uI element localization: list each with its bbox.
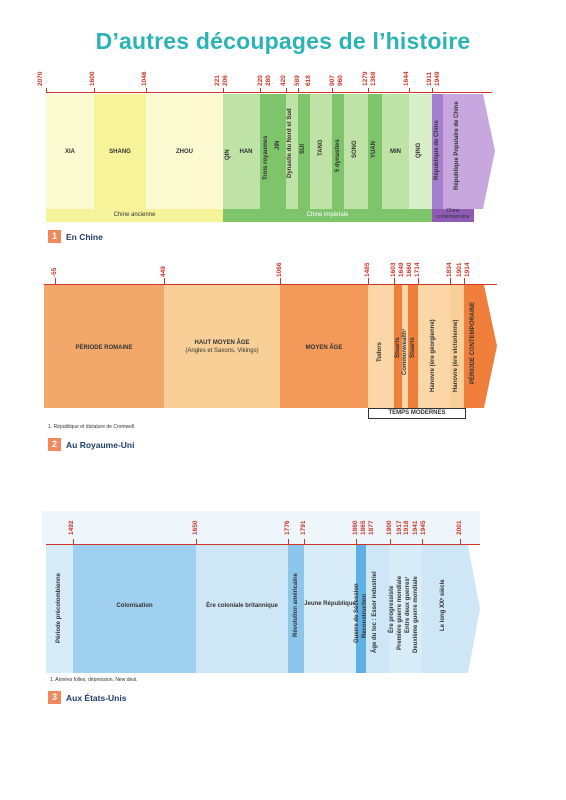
page-title: D’autres découpages de l’histoire	[95, 28, 471, 54]
uk-period-haut-sub: (Angles et Saxons, Vikings)	[185, 348, 259, 354]
usa-period-age: Âge du toc : Essor industriel	[372, 571, 378, 653]
usa-footnote: 1. Années folles, dépression, New deal.	[50, 677, 138, 683]
uk-year: 1714	[414, 262, 421, 277]
china-year: 2070	[37, 71, 44, 86]
usa-year: 1918	[403, 520, 410, 535]
usa-period-ww2: Deuxième guerre mondiale	[413, 576, 419, 653]
usa-tick	[288, 539, 289, 545]
uk-period-moyen: MOYEN ÂGE	[305, 345, 343, 351]
china-dynasty-qin: QIN	[225, 149, 231, 160]
china-dynasty-xia: XIA	[64, 149, 75, 155]
uk-tick	[164, 278, 165, 284]
china-dynasty-yuan: YUAN	[371, 140, 377, 158]
usa-year: 1865	[360, 520, 367, 535]
usa-tick	[460, 539, 461, 545]
usa-year: 2001	[456, 520, 463, 535]
uk-caption-text: Au Royaume-Uni	[66, 439, 135, 450]
china-period-ancient-label: Chine ancienne	[113, 212, 156, 218]
uk-tick	[464, 278, 465, 284]
china-arrow-tip	[483, 94, 495, 209]
china-tick	[368, 88, 369, 93]
usa-caption-number: 3	[48, 691, 61, 704]
uk-period-victorian: Hanovre (ère victorienne)	[453, 319, 459, 392]
uk-tick	[55, 278, 56, 284]
china-year: 1949	[434, 71, 441, 86]
china-year: 420	[280, 75, 287, 86]
china-year: 589	[294, 75, 301, 86]
uk-period-tudors: Tudors	[377, 342, 383, 362]
usa-period-british: Ère coloniale britannique	[206, 603, 278, 609]
china-dynasty-trois: Trois royaumes	[263, 135, 269, 180]
china-tick	[332, 88, 333, 93]
usa-period-colonisation: Colonisation	[116, 603, 153, 609]
china-dynasty-jin: JIN	[275, 140, 281, 150]
usa-tick	[356, 539, 357, 545]
china-dynasty-zhou: ZHOU	[176, 149, 193, 155]
usa-timeline	[0, 505, 566, 715]
china-tick	[46, 88, 47, 93]
usa-year: 1776	[284, 520, 291, 535]
usa-year: 1492	[68, 520, 75, 535]
china-year: 1911	[426, 71, 433, 86]
china-dynasty-qing: QING	[416, 142, 422, 158]
china-caption	[48, 230, 103, 243]
usa-year: 1941	[412, 520, 419, 535]
china-timeline	[0, 0, 566, 250]
china-tick	[286, 88, 287, 93]
china-year: 1368	[370, 71, 377, 86]
uk-period-georgian: Hanovre (ère géorgienne)	[430, 319, 436, 392]
usa-period-war: Guerre de Sécession	[354, 583, 360, 643]
china-dynasty-tang: TANG	[318, 139, 324, 156]
usa-tick	[73, 539, 74, 545]
usa-period-reconstruction: Reconstruction	[362, 593, 368, 638]
china-year: 1279	[362, 71, 369, 86]
usa-year: 1900	[386, 520, 393, 535]
china-dynasty-song: SONG	[352, 140, 358, 158]
china-period-contemporary-label: Chine contemporaine	[436, 208, 470, 220]
usa-period-progress: Ère progressiste	[389, 585, 395, 633]
uk-tick	[394, 278, 395, 284]
usa-tick	[196, 539, 197, 545]
china-axis-line	[46, 92, 492, 93]
china-year: 221	[214, 75, 221, 86]
china-tick	[298, 88, 299, 93]
china-year: 206	[222, 75, 229, 86]
china-tick	[223, 88, 224, 93]
usa-period-between: Entre deux guerres¹	[405, 576, 411, 633]
usa-period-young: Jeune République	[304, 601, 356, 607]
uk-year: 1485	[364, 262, 371, 277]
china-tick	[409, 88, 410, 93]
uk-tick	[418, 278, 419, 284]
usa-period-revolution: Révolution américaine	[293, 572, 299, 637]
usa-arrow-tip	[468, 545, 480, 673]
china-caption-number: 1	[48, 230, 61, 243]
usa-tick	[390, 539, 391, 545]
usa-year: 1791	[300, 520, 307, 535]
usa-caption-text: Aux États-Unis	[66, 692, 127, 703]
china-dynasty-han: HAN	[239, 149, 253, 155]
usa-caption	[48, 691, 126, 704]
uk-caption	[48, 438, 134, 451]
china-year: 907	[329, 75, 336, 86]
china-tick	[432, 88, 433, 93]
uk-arrow-tip	[484, 285, 497, 408]
uk-period-roman: PÉRIODE ROMAINE	[75, 345, 133, 351]
uk-year: 1834	[446, 262, 453, 277]
usa-period-ww1: Première guerre mondiale	[397, 575, 403, 650]
china-year: 960	[337, 75, 344, 86]
china-dynasty-5dyn: 5 dynasties	[335, 139, 341, 172]
china-dynasty-sui: SUI	[300, 143, 306, 154]
uk-year: 1603	[390, 262, 397, 277]
usa-band-young	[304, 545, 356, 673]
uk-timeline	[0, 250, 566, 460]
china-tick	[146, 88, 147, 93]
china-year: 618	[305, 75, 312, 86]
uk-year: 1660	[406, 262, 413, 277]
uk-year: 1914	[464, 262, 471, 277]
china-year: 280	[265, 75, 272, 86]
usa-year: 1877	[368, 520, 375, 535]
china-year: 220	[257, 75, 264, 86]
uk-footnote: 1. République et dictature de Cromwell.	[48, 424, 136, 430]
usa-year: 1945	[420, 520, 427, 535]
china-dynasty-rep: République de Chine	[434, 120, 440, 180]
china-year: 1644	[403, 71, 410, 86]
uk-tick	[450, 278, 451, 284]
uk-period-stuarts2: Stuarts	[410, 337, 416, 358]
uk-modern-label: TEMPS MODERNES	[388, 410, 446, 416]
china-year: 1046	[141, 71, 148, 86]
uk-year: 1649	[398, 262, 405, 277]
china-band-rpc	[443, 94, 483, 209]
usa-tick	[304, 539, 305, 545]
uk-period-commonwealth: Commonwealth¹	[402, 328, 408, 375]
usa-year: 1860	[352, 520, 359, 535]
uk-year: 449	[160, 266, 167, 277]
china-period-imperial-label: Chine impériale	[306, 212, 349, 218]
uk-period-stuarts: Stuarts	[395, 337, 401, 358]
china-tick	[94, 88, 95, 93]
usa-tick	[422, 539, 423, 545]
uk-tick	[280, 278, 281, 284]
uk-caption-number: 2	[48, 438, 61, 451]
china-dynasty-rpc: République Populaire de Chine	[454, 101, 460, 190]
china-dynasty-nord-sud: Dynastie du Nord et Sud	[287, 108, 293, 178]
china-caption-text: En Chine	[66, 231, 103, 242]
usa-year: 1650	[192, 520, 199, 535]
china-dynasty-shang: SHANG	[109, 149, 131, 155]
usa-period-longc: Le long XXᵉ siècle	[440, 579, 446, 631]
uk-period-contemporary: PÉRIODE CONTEMPORAINE	[470, 301, 476, 384]
china-tick	[260, 88, 261, 93]
usa-band-age	[366, 545, 390, 673]
usa-year: 1917	[396, 520, 403, 535]
uk-year: 1066	[276, 262, 283, 277]
uk-year: 1901	[456, 262, 463, 277]
usa-period-pre: Période précolombienne	[56, 572, 62, 643]
china-year: 1600	[89, 71, 96, 86]
uk-year: -55	[51, 267, 58, 277]
uk-period-haut: HAUT MOYEN ÂGE	[194, 340, 250, 346]
uk-tick	[368, 278, 369, 284]
china-dynasty-min: MIN	[390, 149, 401, 155]
